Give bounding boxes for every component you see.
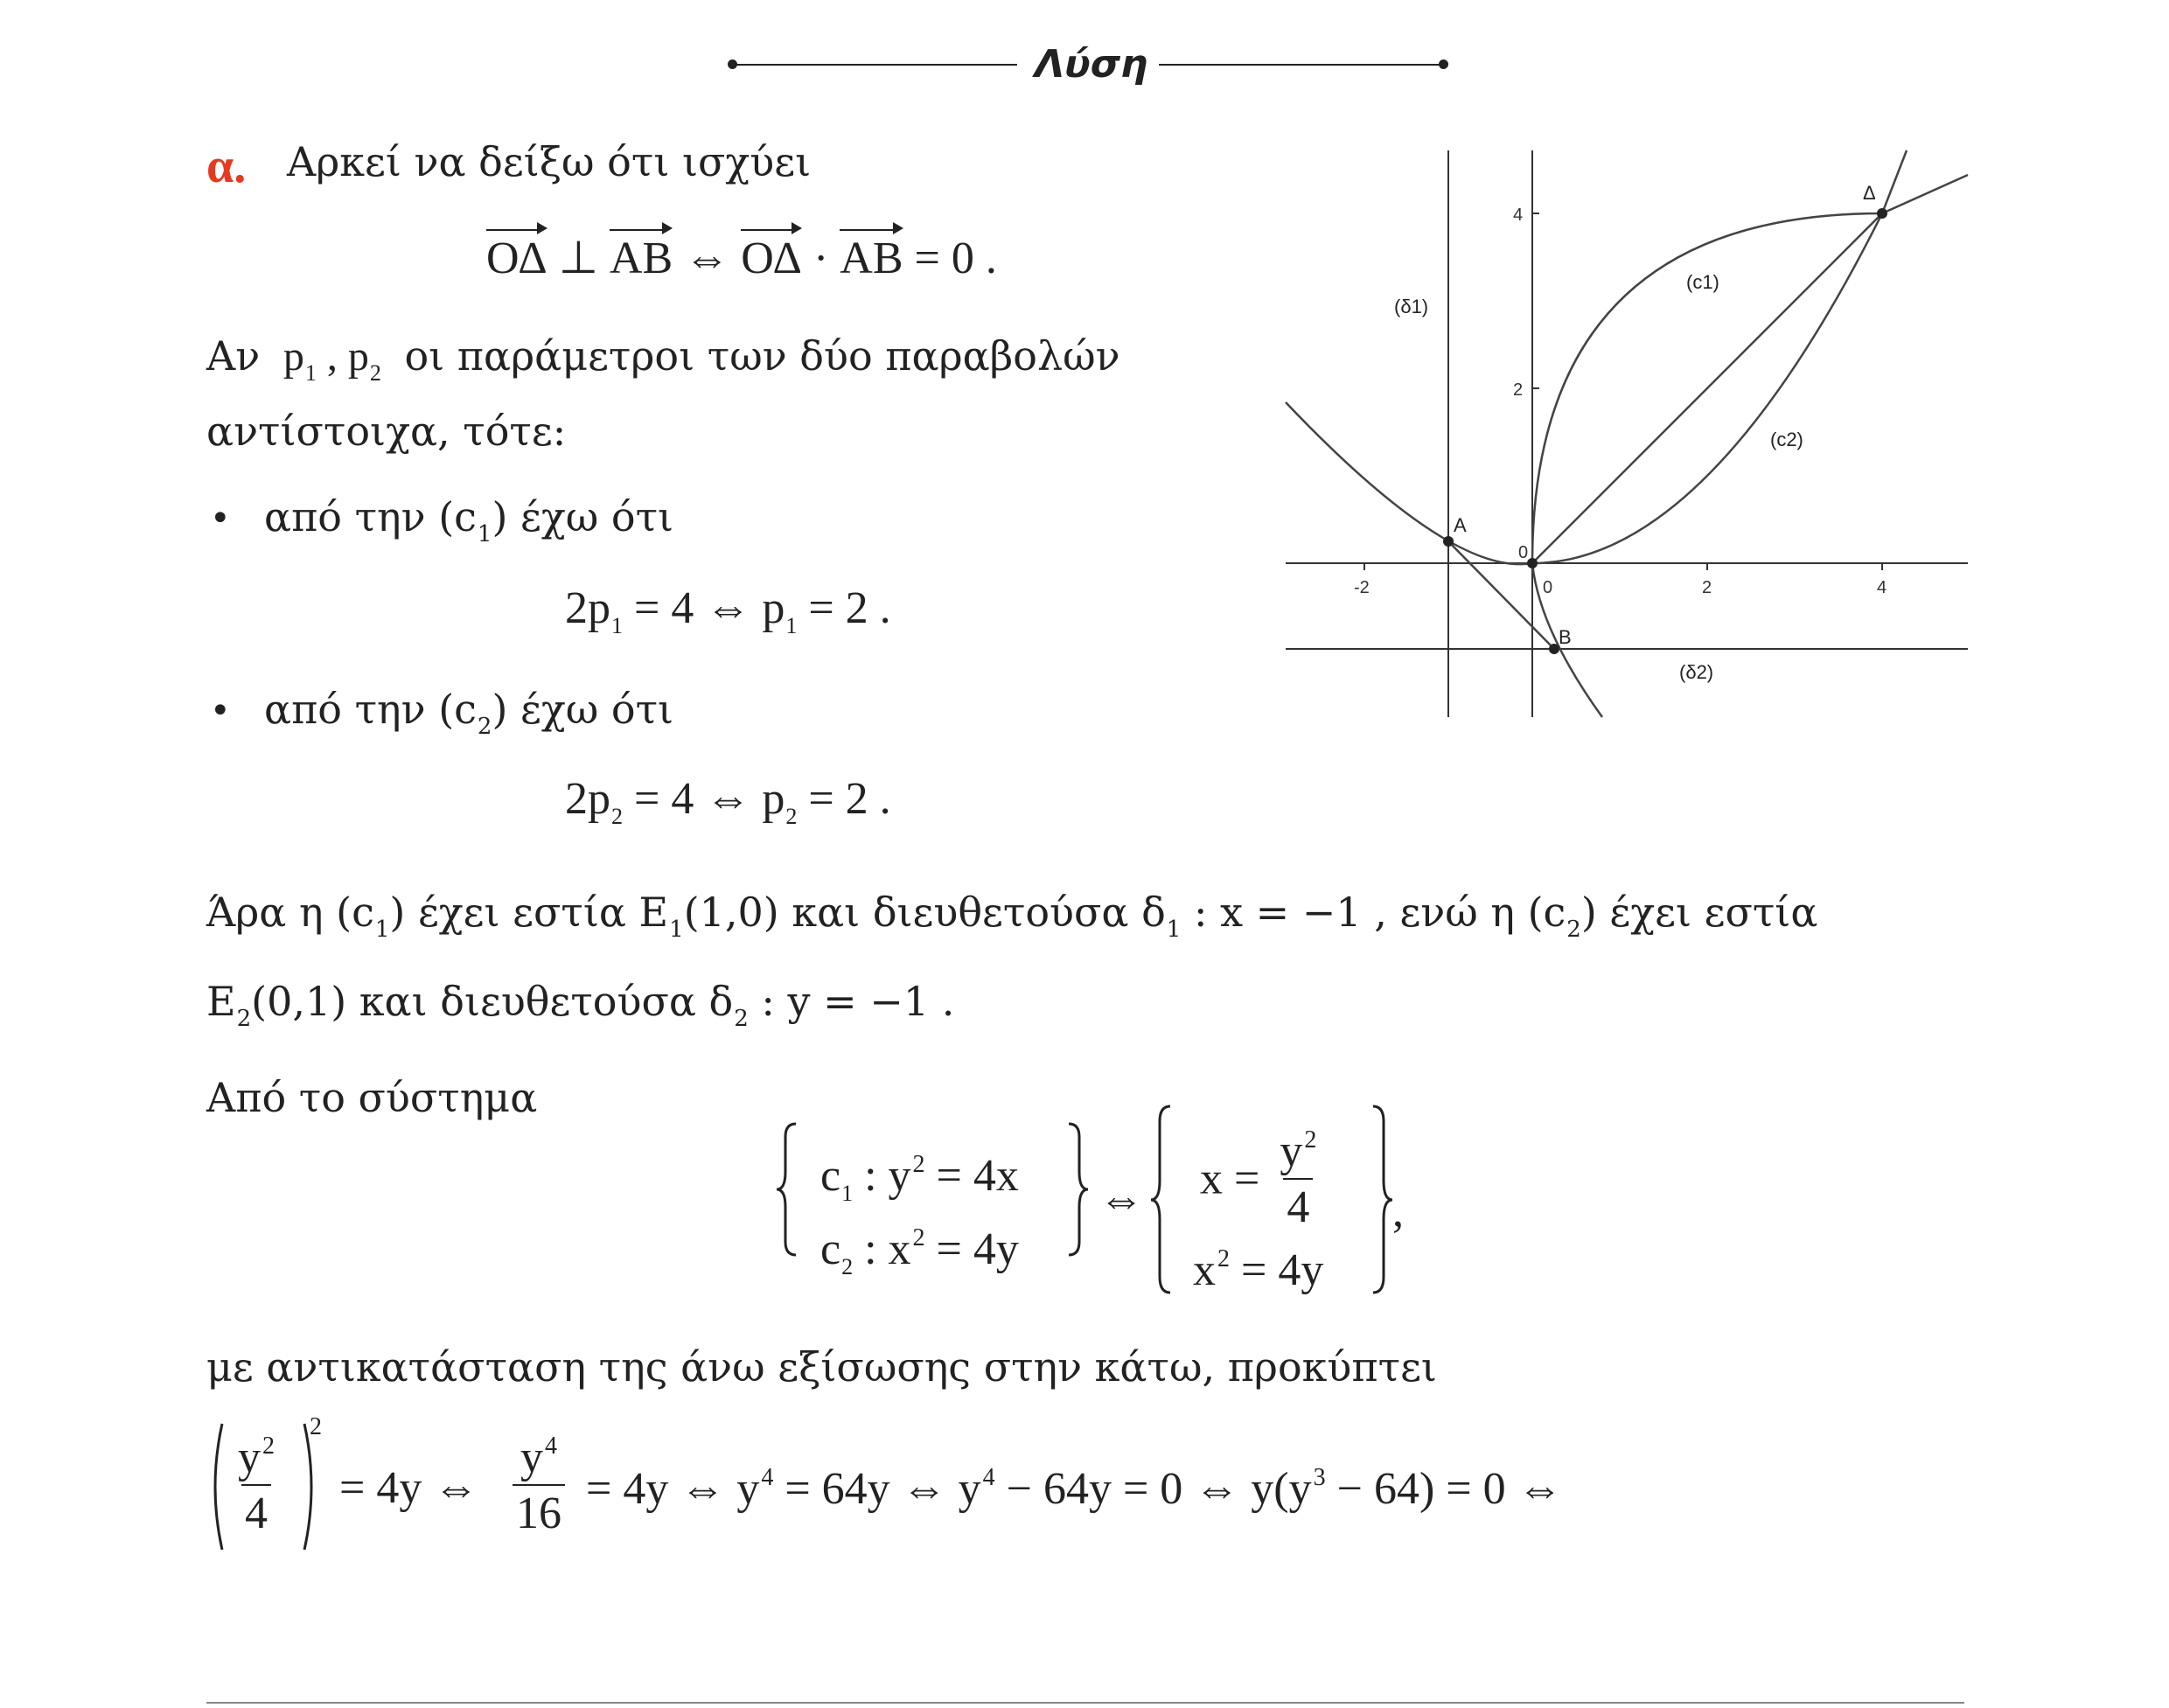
eq2-a: 2p — [565, 774, 610, 824]
point-o-dot — [1527, 558, 1538, 568]
sys-x2-rhs: = 4y — [1230, 1245, 1324, 1295]
parabola-graph — [1277, 140, 1977, 735]
system-x2: $x^2 = 4y$ — [1193, 1245, 1324, 1295]
header-right-rule — [1159, 64, 1443, 66]
equation-p2: $2p_2 = 4$ ⇔ $p_2 = 2$ . — [565, 774, 891, 829]
system-c1: $c_1$ : $y^2 = 4x$ — [820, 1151, 1019, 1206]
footer-rule — [206, 1702, 1964, 1704]
origin-label: 0 — [1518, 543, 1529, 562]
final-outer-exp: 2 — [310, 1413, 322, 1440]
sys-c2-b: : x — [853, 1224, 911, 1274]
final-eq-1: = 4y ⇔ — [339, 1463, 479, 1513]
system-c2: $c_2$ : $x^2 = 4y$ — [820, 1224, 1019, 1279]
conc1-c: (1,0) και διευθετούσα δ — [683, 889, 1166, 936]
bullet-1: από την $(c_1)$ έχω ότι — [264, 493, 674, 547]
point-b-label: B — [1559, 626, 1572, 648]
conc1-d: : x = −1 , ενώ η (c — [1181, 889, 1566, 936]
system-comma: , — [1392, 1187, 1404, 1237]
tick-x-4: 4 — [1877, 578, 1887, 597]
final-frac — [507, 1434, 570, 1537]
tick-x-2: 2 — [1702, 578, 1712, 597]
final-eq-rest: = 4y ⇔ $y^4 = 64y$ ⇔ $y^4 - 64y = 0$ ⇔ $y(y^3 - 64) = 0$ ⇔ — [586, 1464, 1563, 1514]
vector-ab: ΑΒ — [610, 234, 673, 283]
params-line-1 — [206, 332, 1120, 386]
parabola-c2 — [1286, 150, 1907, 564]
label-d1: (δ1) — [1394, 296, 1429, 317]
sys-c2-c: = 4y — [924, 1224, 1019, 1274]
final-frac-num: y — [520, 1433, 543, 1482]
sys-x: x = — [1200, 1154, 1260, 1204]
params-line-2: αντίστοιχα, τότε: — [206, 408, 567, 455]
conc1-b: ) έχει εστία E — [389, 889, 669, 936]
final-rest-c: − 64y = 0 ⇔ y(y — [994, 1464, 1312, 1514]
axis-ticks — [1364, 213, 1882, 570]
substitution-text: με αντικατάσταση της άνω εξίσωσης στην κάτω, προκύπτει — [206, 1343, 1437, 1391]
bullet-2-text: από την (c — [264, 686, 477, 733]
sys-frac-den: 4 — [1283, 1178, 1313, 1230]
conclusion-line-2: $E_2(0,1)$ και διευθετούσα $\delta_2$ : y = −1 . — [206, 978, 955, 1032]
system-iff: ⇔ — [1098, 1175, 1144, 1224]
final-rest-d: − 64) = 0 ⇔ — [1325, 1464, 1563, 1514]
bullet-2: από την $(c_2)$ έχω ότι — [264, 686, 674, 740]
conc2-b: (0,1) και διευθετούσα δ — [251, 978, 734, 1025]
final-rest-b: = 64y ⇔ y — [773, 1464, 981, 1514]
tick-x-0: 0 — [1543, 578, 1553, 597]
tick-x-neg2: -2 — [1354, 578, 1370, 597]
point-a-label: A — [1454, 514, 1467, 536]
eq2-c: = 2 . — [797, 774, 891, 824]
header-right-dot — [1439, 59, 1448, 69]
sys-c1-a: c — [820, 1151, 841, 1201]
params-post: οι παράμετροι των δύο παραβολών — [404, 332, 1120, 380]
final-mid-fraction: $\frac{y^4}{16}$ — [513, 1434, 565, 1537]
system-intro: Από το σύστημα — [206, 1074, 538, 1121]
vector-od: ΟΔ — [486, 234, 547, 283]
sys-x2: x — [1193, 1245, 1216, 1295]
vector-ab-2: ΑΒ — [840, 234, 903, 283]
bullet-dot-2: • — [210, 691, 231, 731]
conclusion-line-1: Άρα η $(c_1)$ έχει εστία $E_1(1,0)$ και διευθετούσα $\delta_1$ : x = −1 , ενώ η $(c_2)$ έχει εστία — [206, 889, 1818, 943]
label-c1: (c1) — [1686, 271, 1719, 293]
params-pre: Αν — [206, 332, 261, 380]
segment-od — [1532, 213, 1882, 563]
label-c2: (c2) — [1770, 429, 1803, 450]
point-d-label: Δ — [1863, 182, 1876, 204]
sys-c1-b: : y — [853, 1151, 911, 1201]
dot-result: = 0 . — [914, 234, 997, 283]
dot-symbol: · — [813, 234, 840, 283]
system-frac: $\frac{y^2}{4}$ — [1280, 1126, 1317, 1232]
eq1-b: = 4 ⇔ p — [623, 583, 785, 633]
conc2-c: : y = −1 . — [748, 978, 955, 1025]
bullet-dot-1: • — [210, 498, 231, 539]
eq1-c: = 2 . — [797, 583, 891, 633]
final-lhs-frac — [229, 1434, 283, 1537]
bullet-1-post: ) έχω ότι — [492, 493, 674, 540]
eq1-a: 2p — [565, 583, 610, 633]
part-label: α. — [206, 139, 247, 193]
tick-y-2: 2 — [1513, 380, 1524, 400]
conc1-a: Άρα η (c — [206, 889, 374, 936]
bullet-2-post: ) έχω ότι — [492, 686, 674, 733]
conc2-a: E — [206, 978, 236, 1025]
header-left-dot — [728, 59, 737, 69]
sys-c2-a: c — [820, 1224, 841, 1274]
header-title: Λύση — [1035, 42, 1148, 87]
equation-p1: $2p_1 = 4$ ⇔ $p_1 = 2$ . — [565, 583, 891, 638]
bullet-1-text: από την (c — [264, 493, 477, 540]
conc1-e: ) έχει εστία — [1580, 889, 1818, 936]
vector-od-2: ΟΔ — [741, 234, 802, 283]
vector-equation — [486, 236, 997, 282]
parabola-c1 — [1532, 175, 1968, 563]
final-lhs-fraction: $\frac{y^2}{4}$ — [238, 1433, 275, 1538]
final-rest-a: = 4y ⇔ y — [586, 1464, 760, 1514]
sys-frac-num: y — [1280, 1126, 1303, 1176]
label-d2: (δ2) — [1679, 661, 1714, 683]
sys-c1-c: = 4x — [924, 1151, 1019, 1201]
perp-symbol: ⊥ — [558, 234, 610, 283]
point-d-dot — [1877, 208, 1887, 219]
system-x-eq — [1200, 1128, 1325, 1230]
iff-symbol: ⇔ — [684, 234, 742, 283]
intro-text: Αρκεί να δείξω ότι ισχύει — [287, 138, 812, 185]
eq2-b: = 4 ⇔ p — [623, 774, 785, 824]
final-frac-den: 16 — [513, 1484, 565, 1537]
params-symbols: $p_1$ , $p_2$ — [272, 333, 381, 386]
header-left-rule — [733, 64, 1017, 66]
tick-y-4: 4 — [1513, 206, 1524, 225]
point-a-dot — [1443, 536, 1454, 547]
